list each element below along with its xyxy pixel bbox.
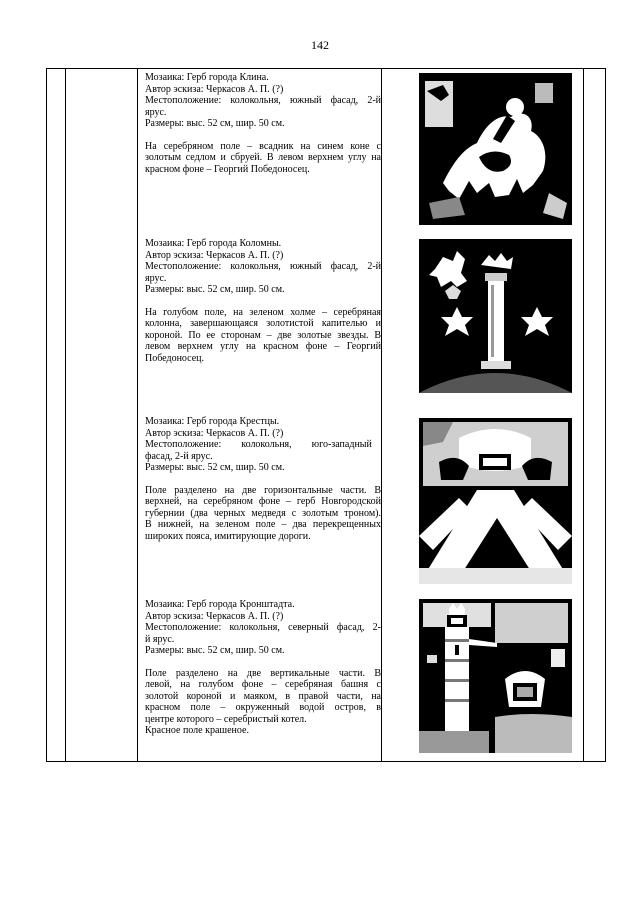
entry-location-cont: й ярус.: [145, 633, 175, 645]
column-divider: [137, 69, 138, 761]
entry-title: Мозаика: Герб города Коломны.: [145, 238, 282, 249]
entry-size: Размеры: выс. 52 см, шир. 50 см.: [145, 462, 285, 473]
entry-description-line: красном фоне – Георгий Победоносец.: [145, 163, 310, 175]
entry-description-line: красном поле – окруженный водой остров, в: [145, 702, 381, 713]
entry-image: [419, 418, 572, 584]
entry-image: [419, 73, 572, 225]
entry-description-line: губернии (два черных медведя с золотым троном).: [145, 507, 381, 519]
entry-description-line: золотой короной и маяком, в правой части, на: [145, 690, 381, 702]
page-number: 142: [311, 38, 329, 52]
entry-size: Размеры: выс. 52 см, шир. 50 см.: [145, 645, 285, 656]
entry-description-line: Красное поле крашеное.: [145, 725, 249, 736]
entry-description-line: колонна, завершающаяся золотистой капителью и: [145, 318, 381, 329]
entry-author: Автор эскиза: Черкасов А. П. (?): [145, 610, 284, 622]
column-divider: [65, 69, 66, 761]
entry-location-cont: фасад, 2-й ярус.: [145, 450, 213, 462]
coat-of-arms-kresttsy-bears-icon: [419, 418, 572, 584]
entry-description-line: золотым седлом и сбруей. В левом верхнем углу на: [145, 152, 381, 163]
entry-location: Местоположение: колокольня, южный фасад, 2-й: [145, 261, 381, 272]
entry-description-line: Поле разделено на две вертикальные части. В: [145, 667, 381, 679]
entry-title: Мозаика: Герб города Клина.: [145, 72, 269, 83]
entry-image: [419, 599, 572, 753]
entry-title: Мозаика: Герб города Кронштадта.: [145, 599, 295, 610]
entry-size: Размеры: выс. 52 см, шир. 50 см.: [145, 118, 285, 129]
entry-description-line: На голубом поле, на зеленом холме – серебряная: [145, 306, 381, 318]
entry-location-cont: ярус.: [145, 106, 167, 118]
column-divider: [381, 69, 382, 761]
entry-description-line: В нижней, на зеленом поле – два перекрещенных: [145, 519, 381, 530]
coat-of-arms-kolomna-column-icon: [419, 239, 572, 393]
entry-size: Размеры: выс. 52 см, шир. 50 см.: [145, 284, 285, 295]
entry-description-line: Победоносец.: [145, 352, 205, 364]
entry-description-line: На серебряном поле – всадник на синем коне с: [145, 140, 381, 152]
entry-description-line: левом верхнем углу на красном фоне – Георгий: [145, 341, 381, 352]
column-divider: [583, 69, 584, 761]
entry-location: Местоположение: колокольня, северный фасад, 2-: [145, 622, 381, 633]
entry-description-line: верхней, на серебряном фоне – герб Новгородской: [145, 496, 381, 507]
entry-description-line: левой, на голубом фоне – серебряная башня с: [145, 679, 381, 690]
entry-title: Мозаика: Герб города Крестцы.: [145, 416, 280, 427]
entry-image: [419, 239, 572, 393]
entry-author: Автор эскиза: Черкасов А. П. (?): [145, 249, 284, 261]
entry-author: Автор эскиза: Черкасов А. П. (?): [145, 427, 284, 439]
catalog-entry: [145, 416, 381, 542]
entry-description-line: Поле разделено на две горизонтальные части. В: [145, 484, 381, 496]
entry-description-line: центре которого – серебристый котел.: [145, 713, 307, 725]
catalog-entry: [145, 238, 381, 364]
catalog-table: [46, 68, 606, 762]
entry-author: Автор эскиза: Черкасов А. П. (?): [145, 83, 284, 95]
coat-of-arms-kronstadt-tower-icon: [419, 599, 572, 753]
entry-location: Местоположение: колокольня, юго-западный: [145, 439, 372, 450]
coat-of-arms-klin-rider-icon: [419, 73, 572, 225]
entry-location: Местоположение: колокольня, южный фасад, 2-й: [145, 95, 381, 106]
entry-description-line: широких пояса, имитирующие дороги.: [145, 530, 311, 542]
catalog-entry: [145, 72, 381, 175]
entry-description-line: короной. По ее сторонам – две золотые звезды. В: [145, 329, 381, 341]
entry-location-cont: ярус.: [145, 272, 167, 284]
catalog-entry: [145, 599, 381, 737]
